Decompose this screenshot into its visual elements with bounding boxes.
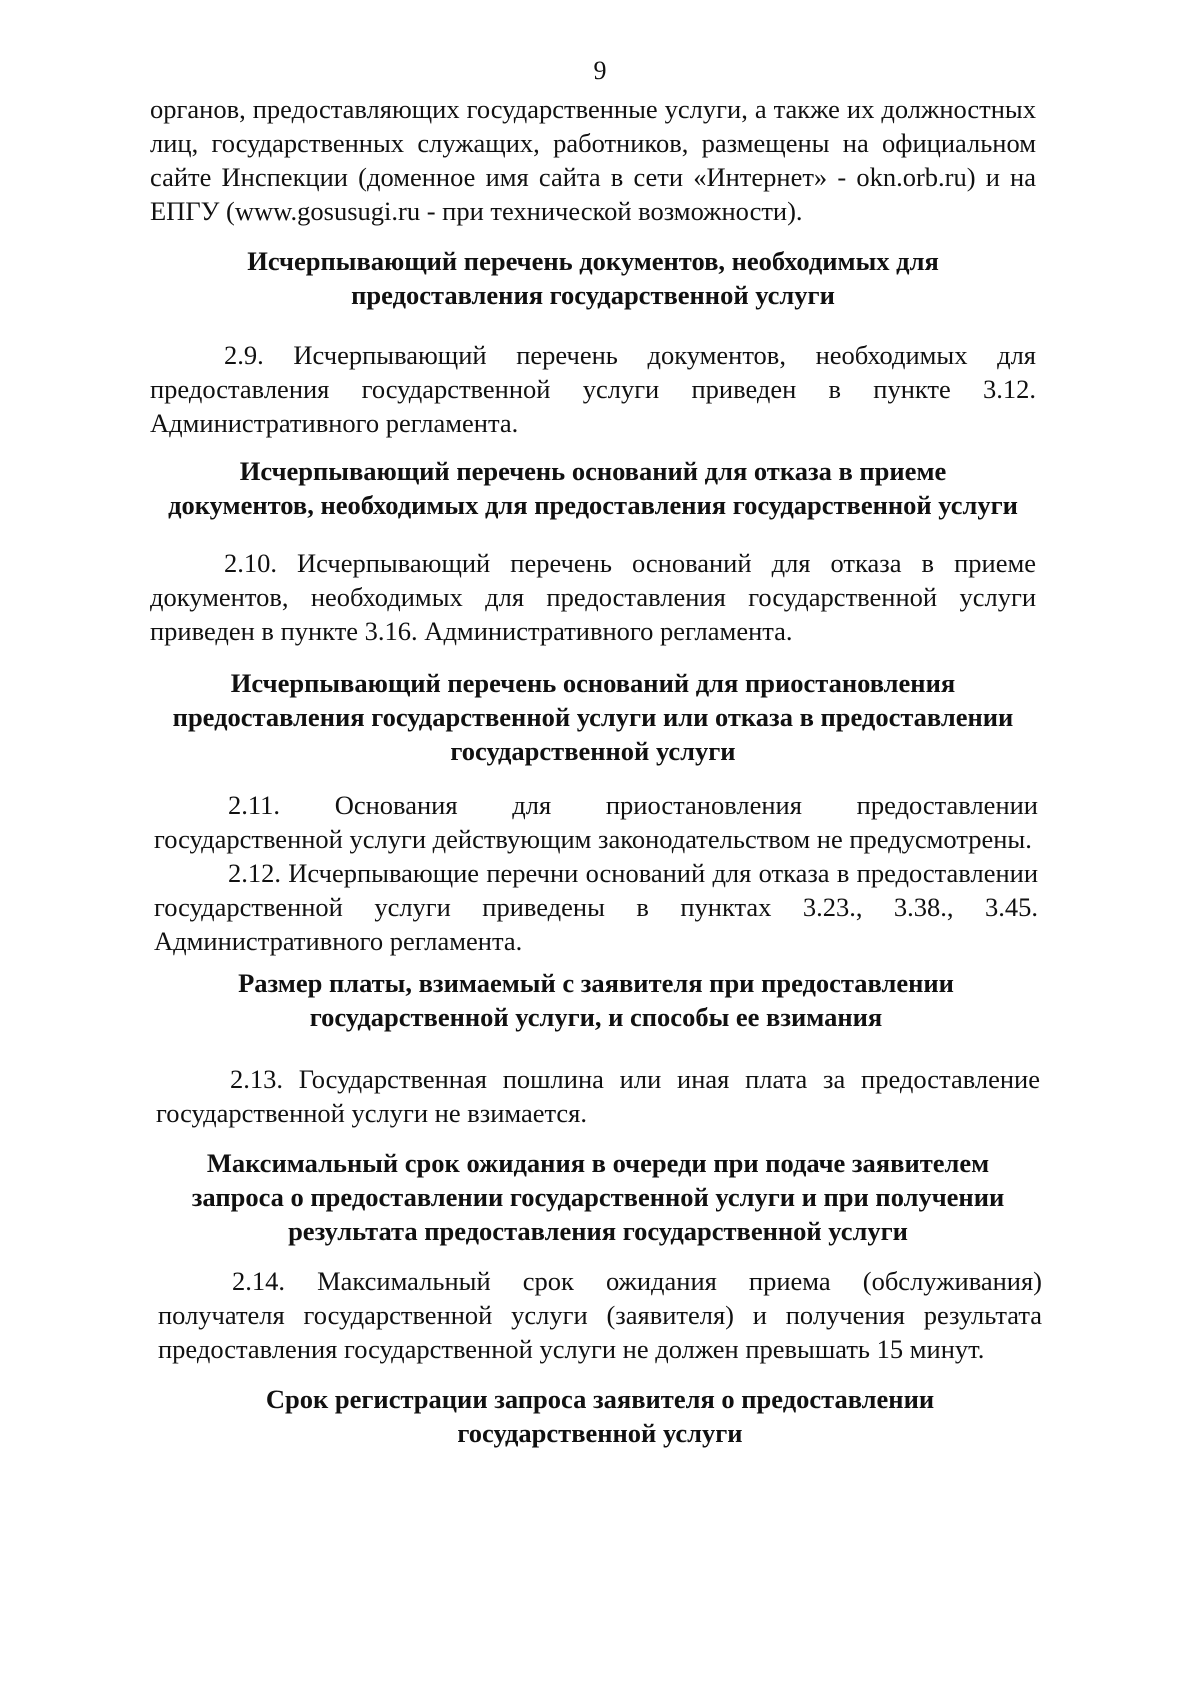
heading-line: предоставления государственной услуги или отказа в предоставлении (172, 702, 1014, 732)
section-refusal-acceptance (150, 454, 1036, 522)
heading-line: Размер платы, взимаемый с заявителя при предоставлении (238, 968, 954, 998)
paragraph-2-11: 2.11. Основания для приостановления предоставлении государственной услуги действующим законодательством не предусмотрены. (154, 790, 1038, 854)
heading-line: Срок регистрации запроса заявителя о предоставлении (265, 1384, 935, 1414)
section-heading (150, 454, 1036, 522)
paragraph-2-14: 2.14. Максимальный срок ожидания приема (обслуживания) получателя государственной услуги (заявителя) и получения результата предоставления государственной услуги не должен превышать 15 минут. (158, 1266, 1042, 1364)
section-refusal-acceptance-body (150, 546, 1036, 648)
heading-line: Исчерпывающий перечень оснований для приостановления (230, 668, 956, 698)
heading-line: документов, необходимых для предоставления государственной услуги (168, 490, 1018, 520)
section-heading (158, 1382, 1042, 1450)
section-queue-time (156, 1146, 1040, 1248)
section-heading (150, 666, 1036, 768)
heading-line: результата предоставления государственной услуги (288, 1216, 908, 1246)
heading-line: государственной услуги (450, 736, 736, 766)
heading-line: предоставления государственной услуги (351, 280, 835, 310)
section-heading (150, 244, 1036, 312)
paragraph-2-13: 2.13. Государственная пошлина или иная плата за предоставление государственной услуги не взимается. (156, 1064, 1040, 1128)
section-documents-body (150, 338, 1036, 440)
page-number: 9 (593, 56, 607, 85)
paragraph-2-12: 2.12. Исчерпывающие перечни оснований для отказа в предоставлении государственной услуги приведены в пунктах 3.23., 3.38., 3.45. Административного регламента. (154, 858, 1038, 956)
section-fee-body (156, 1062, 1040, 1130)
heading-line: государственной услуги, и способы ее взимания (309, 1002, 883, 1032)
section-heading (154, 966, 1038, 1034)
heading-line: Максимальный срок ожидания в очереди при подаче заявителем (206, 1148, 990, 1178)
section-suspension-refusal-body (154, 788, 1038, 958)
paragraph-2-9: 2.9. Исчерпывающий перечень документов, необходимых для предоставления государственной услуги приведен в пункте 3.12. Административного регламента. (150, 340, 1036, 438)
continuation-paragraph: органов, предоставляющих государственные услуги, а также их должностных лиц, государственных служащих, работников, размещены на официальном сайте Инспекции (доменное имя сайта в сети «Интернет» - okn.orb.ru) и на ЕПГУ (www.gosusugi.ru - при технической возможности). (150, 94, 1036, 226)
heading-line: Исчерпывающий перечень документов, необходимых для (247, 246, 939, 276)
section-queue-time-body (158, 1264, 1042, 1366)
continuation-block (150, 92, 1036, 228)
heading-line: Исчерпывающий перечень оснований для отказа в приеме (239, 456, 947, 486)
section-heading (156, 1146, 1040, 1248)
section-registration-term (158, 1382, 1042, 1450)
section-documents-list (150, 244, 1036, 312)
heading-line: запроса о предоставлении государственной услуги и при получении (191, 1182, 1005, 1212)
paragraph-2-10: 2.10. Исчерпывающий перечень оснований для отказа в приеме документов, необходимых для предоставления государственной услуги приведен в пункте 3.16. Административного регламента. (150, 548, 1036, 646)
section-suspension-refusal (150, 666, 1036, 768)
section-fee (154, 966, 1038, 1034)
heading-line: государственной услуги (457, 1418, 743, 1448)
